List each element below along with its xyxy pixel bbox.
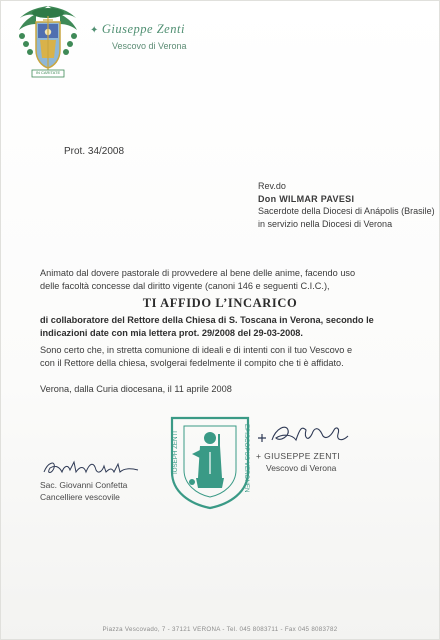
closing-paragraph [40,344,412,369]
intro-line-2: delle facoltà concesse dal diritto vigente (canoni 146 e seguenti C.I.C.), [40,280,330,291]
letterhead-subtitle: Vescovo di Verona [112,41,187,51]
recipient-line3: in servizio nella Diocesi di Verona [258,218,393,229]
recipient-salutation: Rev.do [258,181,286,191]
bishop-signature [256,450,340,474]
intro-line-1: Animato dal dovere pastorale di provvedere al bene delle anime, facendo uso [40,268,356,278]
star-icon: ✦ [90,25,99,36]
charge-line-2: indicazioni date con mia lettera prot. 29/2008 del 29-03-2008. [40,327,303,338]
charge-paragraph [40,314,412,339]
closing-line-1: Sono certo che, in stretta comunione di ideali e di intenti con il tuo Vescovo e [40,345,353,355]
letter-heading: TI AFFIDO L’INCARICO [142,296,298,310]
footer-address: Piazza Vescovado, 7 - 37121 VERONA - Tel. 045 8083711 - Fax 045 8083782 [102,626,338,633]
recipient-name: Don WILMAR PAVESI [258,193,355,204]
recipient-block [258,180,435,230]
recipient-line2: Sacerdote della Diocesi di Anápolis (Brasile) [258,206,435,216]
chancellor-signature-scribble [40,456,140,480]
letterhead [90,22,187,51]
charge-line-1: di collaboratore del Rettore della Chiesa di S. Toscana in Verona, secondo le [40,315,374,325]
intro-paragraph [40,267,412,292]
letterhead-name: Giuseppe Zenti [101,22,185,36]
motto-ribbon: IN CARITATE [35,70,61,75]
chancellor-name: Sac. Giovanni Confetta [40,480,128,490]
seal-right-text: EPISCOPUS VERONEN [243,424,250,493]
protocol-number: Prot. 34/2008 [64,146,125,157]
bishop-signature-scribble [252,420,352,450]
closing-line-2: con il Rettore della chiesa, svolgerai fedelmente il compito che ti è affidato. [40,357,344,368]
bishop-name: + GIUSEPPE ZENTI [256,451,341,461]
coat-of-arms-icon [12,2,84,80]
chancellor-title: Cancelliere vescovile [40,491,120,502]
official-seal-stamp [162,408,258,510]
place-date: Verona, dalla Curia diocesana, il 11 aprile 2008 [40,384,232,394]
chancellor-signature [40,480,127,503]
seal-left-text: IOSEPH ZENTI [172,431,179,474]
bishop-title: Vescovo di Verona [266,463,337,473]
